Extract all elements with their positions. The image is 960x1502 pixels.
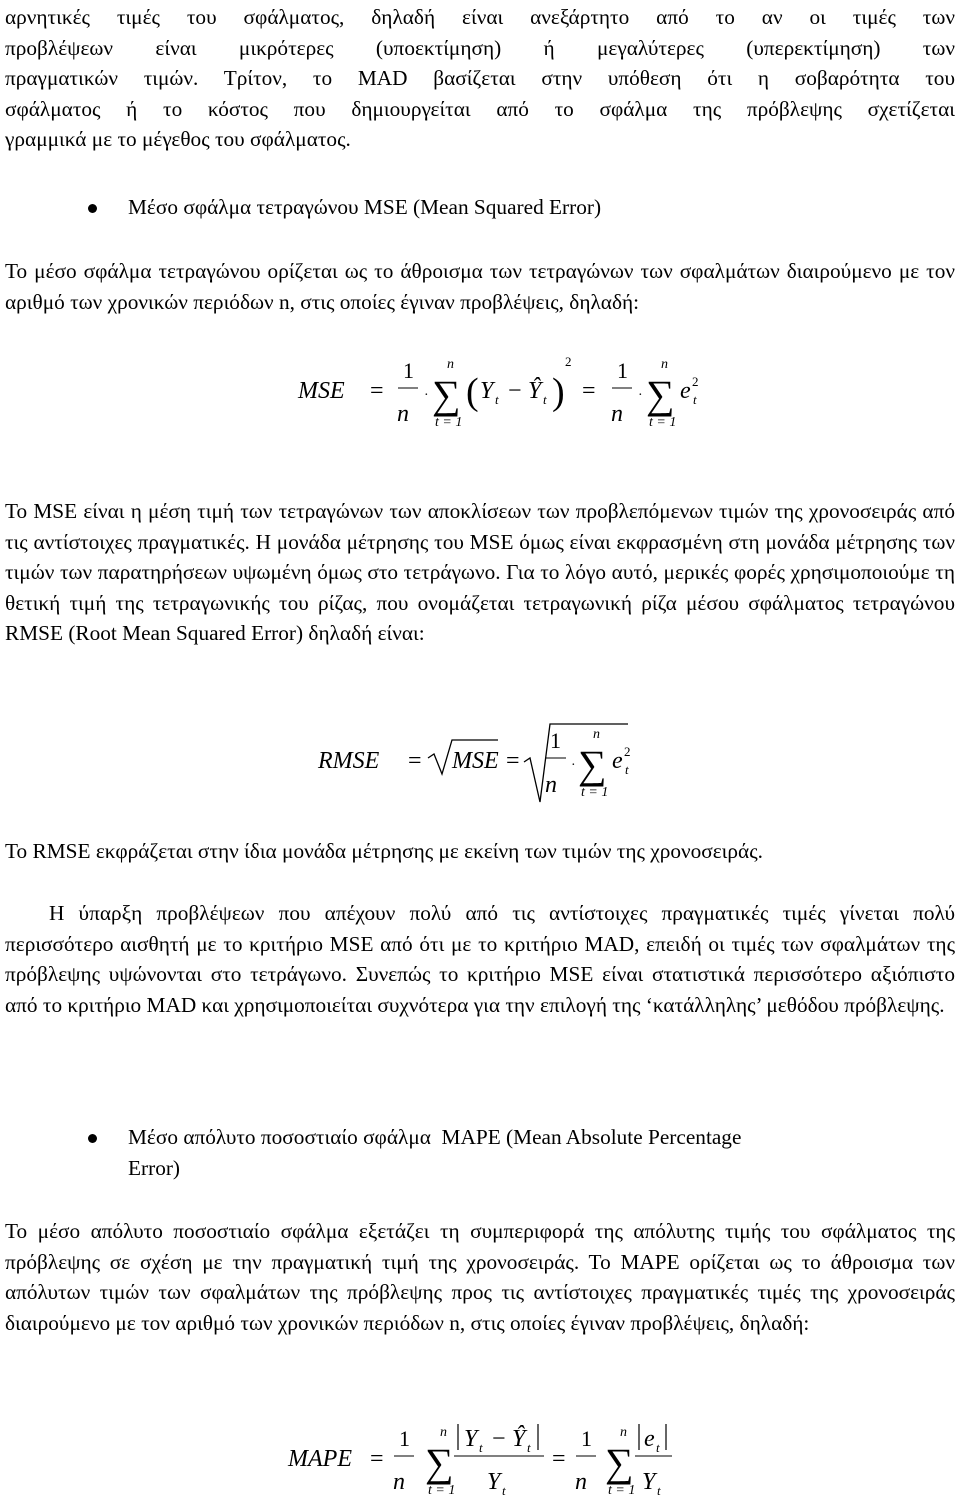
intro-line: αρνητικές τιμές του σφάλματος, δηλαδή είναι ανεξάρτητο από το αν οι τιμές των [5, 5, 955, 29]
rmse-numerator: 1 [550, 728, 561, 753]
formula-equals: = [370, 378, 384, 404]
sigma-icon: ∑ [605, 1440, 634, 1485]
formula-lhs: MSE [298, 378, 345, 404]
mape-e: e [644, 1426, 655, 1452]
mape-numerator-2: 1 [581, 1426, 592, 1451]
mape-Y-denominator: Y [487, 1469, 501, 1495]
formula-equals-2: = [582, 378, 596, 404]
fraction-denominator: n [397, 401, 409, 427]
rmse-note: Το RMSE εκφράζεται στην ίδια μονάδα μέτρησης με εκείνη των τιμών της χρονοσειράς. [5, 839, 763, 863]
rmse-denominator: n [545, 772, 557, 798]
mape-heading-line: Μέσο απόλυτο ποσοστιαίο σφάλμα MAPE (Mean Absolute Percentage [128, 1125, 742, 1149]
mape-definition: Το μέσο απόλυτο ποσοστιαίο σφάλμα εξετάζει τη συμπεριφορά της απόλυτης τιμής του σφάλματος της πρόβλεψης σε σχέση με την πραγματική τιμή της χρονοσειράς. Το MAPE ορίζεται ως το άθροισμα των απόλυτων τιμών των σφαλμάτων της πρόβλεψης προς τις αντίστοιχες πραγματικές τιμές της χρονοσειράς διαιρούμενο με τον αριθμό των χρονικών περιόδων n, στις οποίες έγιναν προβλέψεις, δηλαδή: [5, 1219, 955, 1335]
Yhat-symbol: Ŷ [528, 378, 542, 404]
rmse-equals-2: = [506, 748, 520, 774]
mape-denominator-2: n [575, 1469, 587, 1495]
intro-line: γραμμικά με το μέγεθος του σφάλματος. [5, 127, 351, 152]
rmse-lhs: RMSE [318, 748, 380, 774]
mape-Y: Y [464, 1426, 478, 1452]
mape-Y-sub: t [479, 1440, 483, 1455]
mape-Y-denominator-2: Y [642, 1469, 656, 1495]
mape-denominator: n [393, 1469, 405, 1495]
sigma-icon: ∑ [578, 742, 607, 787]
mape-sum-lower-2: t = 1 [608, 1483, 636, 1497]
rmse-mse: MSE [452, 748, 499, 774]
rmse-dot: · [571, 758, 576, 773]
mape-minus: − [492, 1426, 506, 1452]
mape-sum-lower: t = 1 [428, 1483, 456, 1497]
mse-explanation: Το MSE είναι η μέση τιμή των τετραγώνων των αποκλίσεων των προβλεπόμενων τιμών της χρονοσειράς από τις αντίστοιχες πραγματικές. Η μονάδα μέτρησης του MSE όμως είναι εκφρασμένη στη μονάδα μέτρησης των τιμών των παρατηρήσεων υψωμένη όμως στο τετράγωνο. Για το λόγο αυτό, μερικές φορές χρησιμοποιούμε τη θετική τιμή της τετραγωνικής του ρίζας, που ονομάζεται τετραγωνική ρίζα μέσου σφάλματος τετραγώνου RMSE (Root Mean Squared Error) δηλαδή είναι: [5, 499, 955, 646]
mape-sum-upper-2: n [620, 1425, 627, 1440]
mape-e-sub: t [656, 1440, 660, 1455]
mape-equals-2: = [552, 1446, 566, 1472]
intro-paragraph [5, 2, 955, 155]
intro-line: σφάλματος ή το κόστος που δημιουργείται από το σφάλμα της πρόβλεψης σχετίζεται [5, 96, 955, 121]
sum-upper-limit-2: n [661, 357, 668, 372]
mse-definition: Το μέσο σφάλμα τετραγώνου ορίζεται ως το άθροισμα των τετραγώνων των σφαλμάτων διαιρούμενο με τον αριθμό των χρονικών περιόδων n, στις οποίες έγιναν προβλέψεις, δηλαδή: [5, 259, 955, 314]
rmse-e-exponent: 2 [624, 744, 631, 759]
mape-equals: = [370, 1446, 384, 1472]
sum-lower-limit: t = 1 [435, 415, 463, 430]
close-paren: ) [552, 371, 565, 413]
fraction-denominator-2: n [611, 401, 623, 427]
fraction-numerator: 1 [403, 358, 414, 383]
mape-Y-denominator-sub-2: t [657, 1483, 661, 1497]
minus-sign: − [508, 378, 522, 404]
sum-lower-limit-2: t = 1 [649, 415, 677, 430]
mape-heading-line: Error) [128, 1155, 181, 1180]
fraction-numerator-2: 1 [617, 358, 628, 383]
mse-formula [290, 346, 710, 436]
rmse-equals: = [408, 748, 422, 774]
comparison-paragraph: Η ύπαρξη προβλέψεων που απέχουν πολύ από τις αντίστοιχες πραγματικές τιμές γίνεται πολύ περισσότερο αισθητή με το κριτήριο MSE από ότι με το κριτήριο MAD, επειδή οι τιμές των σφαλμάτων της πρόβλεψης υψώνονται στο τετράγωνο. Συνεπώς το κριτήριο MSE είναι στατιστικά περισσότερο αξιόπιστο από το κριτήριο MAD και χρησιμοποιείται συχνότερα για την επιλογή της ‘κατάλληλης’ μεθόδου πρόβλεψης. [5, 901, 955, 1017]
mape-numerator: 1 [399, 1426, 410, 1451]
dot-operator-2: · [638, 388, 643, 403]
mape-Yhat: Ŷ [512, 1426, 526, 1452]
Yhat-subscript: t [543, 392, 547, 407]
mape-sum-upper: n [440, 1425, 447, 1440]
rmse-sum-upper: n [593, 727, 600, 742]
sigma-icon-2: ∑ [646, 372, 675, 417]
intro-line: πραγματικών τιμών. Τρίτον, το MAD βασίζεται στην υπόθεση ότι η σοβαρότητα του [5, 66, 955, 91]
mape-heading [128, 1122, 958, 1183]
mape-Y-denominator-sub: t [502, 1483, 506, 1497]
open-paren: ( [466, 371, 479, 413]
rmse-e: e [612, 748, 623, 774]
rmse-formula [310, 718, 650, 808]
sum-upper-limit: n [447, 357, 454, 372]
dot-operator: · [424, 388, 429, 403]
mape-formula [282, 1410, 702, 1497]
sigma-icon: ∑ [432, 372, 461, 417]
rmse-e-subscript: t [625, 762, 629, 777]
mse-heading: Μέσο σφάλμα τετραγώνου MSE (Mean Squared Error) [128, 195, 602, 219]
bullet-dot-icon [88, 204, 97, 213]
bullet-dot-icon [88, 1134, 97, 1143]
exponent: 2 [565, 354, 572, 369]
e-subscript: t [693, 392, 697, 407]
mape-lhs: MAPE [288, 1446, 352, 1472]
Y-symbol: Y [480, 378, 494, 404]
mape-Yhat-sub: t [527, 1440, 531, 1455]
sigma-icon: ∑ [425, 1440, 454, 1485]
rmse-sum-lower: t = 1 [581, 785, 609, 800]
intro-line: προβλέψεων είναι μικρότερες (υποεκτίμηση) ή μεγαλύτερες (υπερεκτίμηση) των [5, 35, 955, 60]
e-exponent: 2 [692, 374, 699, 389]
e-symbol: e [680, 378, 691, 404]
Y-subscript: t [495, 392, 499, 407]
